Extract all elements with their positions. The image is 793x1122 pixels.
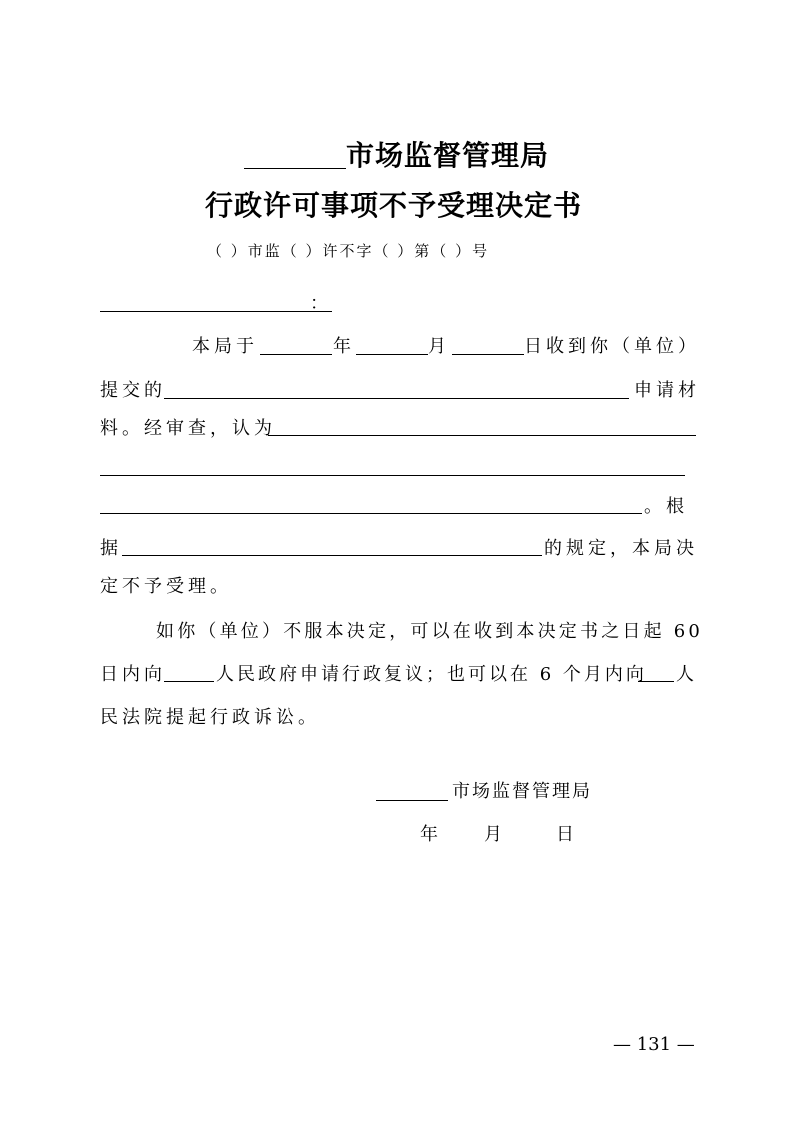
title-line-2: 行政许可事项不予受理决定书 xyxy=(205,189,583,222)
para1-rule: 的规定，本局决 xyxy=(544,538,698,559)
document-number: （ ）市监（ ）许不字（ ）第（ ）号 xyxy=(207,242,490,260)
para2-line-2b: 人民政府申请行政复议；也可以在 6 个月内向 xyxy=(216,664,647,685)
para1-year: 年 xyxy=(333,336,355,357)
page-number: — 131 — xyxy=(613,1034,695,1055)
para2-line-2c: 人 xyxy=(676,664,698,685)
reason-blank-1 xyxy=(268,435,696,436)
materials-blank xyxy=(164,398,629,399)
para1-prefix: 本局于 xyxy=(192,336,258,357)
reason-blank-2 xyxy=(100,475,685,476)
addressee-blank xyxy=(100,311,332,312)
signature-month: 月 xyxy=(484,824,506,845)
para1-submitted: 提交的 xyxy=(100,380,166,401)
para1-gen: 。根 xyxy=(644,496,688,517)
para1-month: 月 xyxy=(428,336,450,357)
basis-blank xyxy=(122,555,542,556)
government-blank xyxy=(164,681,214,682)
signature-day: 日 xyxy=(556,824,578,845)
title-agency-suffix: 市场监督管理局 xyxy=(346,139,550,172)
para1-decision: 定不予受理。 xyxy=(100,576,232,597)
month-blank xyxy=(356,354,428,355)
signature-year: 年 xyxy=(420,824,442,845)
para2-line-2a: 日内向 xyxy=(100,664,166,685)
reason-blank-3 xyxy=(100,513,642,514)
day-blank xyxy=(452,354,524,355)
title-line-1 xyxy=(244,134,549,174)
para2-line-1: 如你（单位）不服本决定，可以在收到本决定书之日起 60 xyxy=(156,621,704,642)
para1-materials-2: 料。经审查，认为 xyxy=(100,418,276,439)
signature-agency: 市场监督管理局 xyxy=(452,781,592,802)
signature-agency-blank xyxy=(376,800,448,801)
addressee-colon: ： xyxy=(310,293,332,314)
para1-day-suffix: 日收到你（单位） xyxy=(524,336,700,357)
para2-line-3: 民法院提起行政诉讼。 xyxy=(100,707,320,728)
year-blank xyxy=(260,354,332,355)
para1-materials-1: 申请材 xyxy=(634,380,700,401)
para1-ju: 据 xyxy=(100,538,122,559)
court-blank xyxy=(638,681,674,682)
agency-name-blank xyxy=(244,138,346,169)
